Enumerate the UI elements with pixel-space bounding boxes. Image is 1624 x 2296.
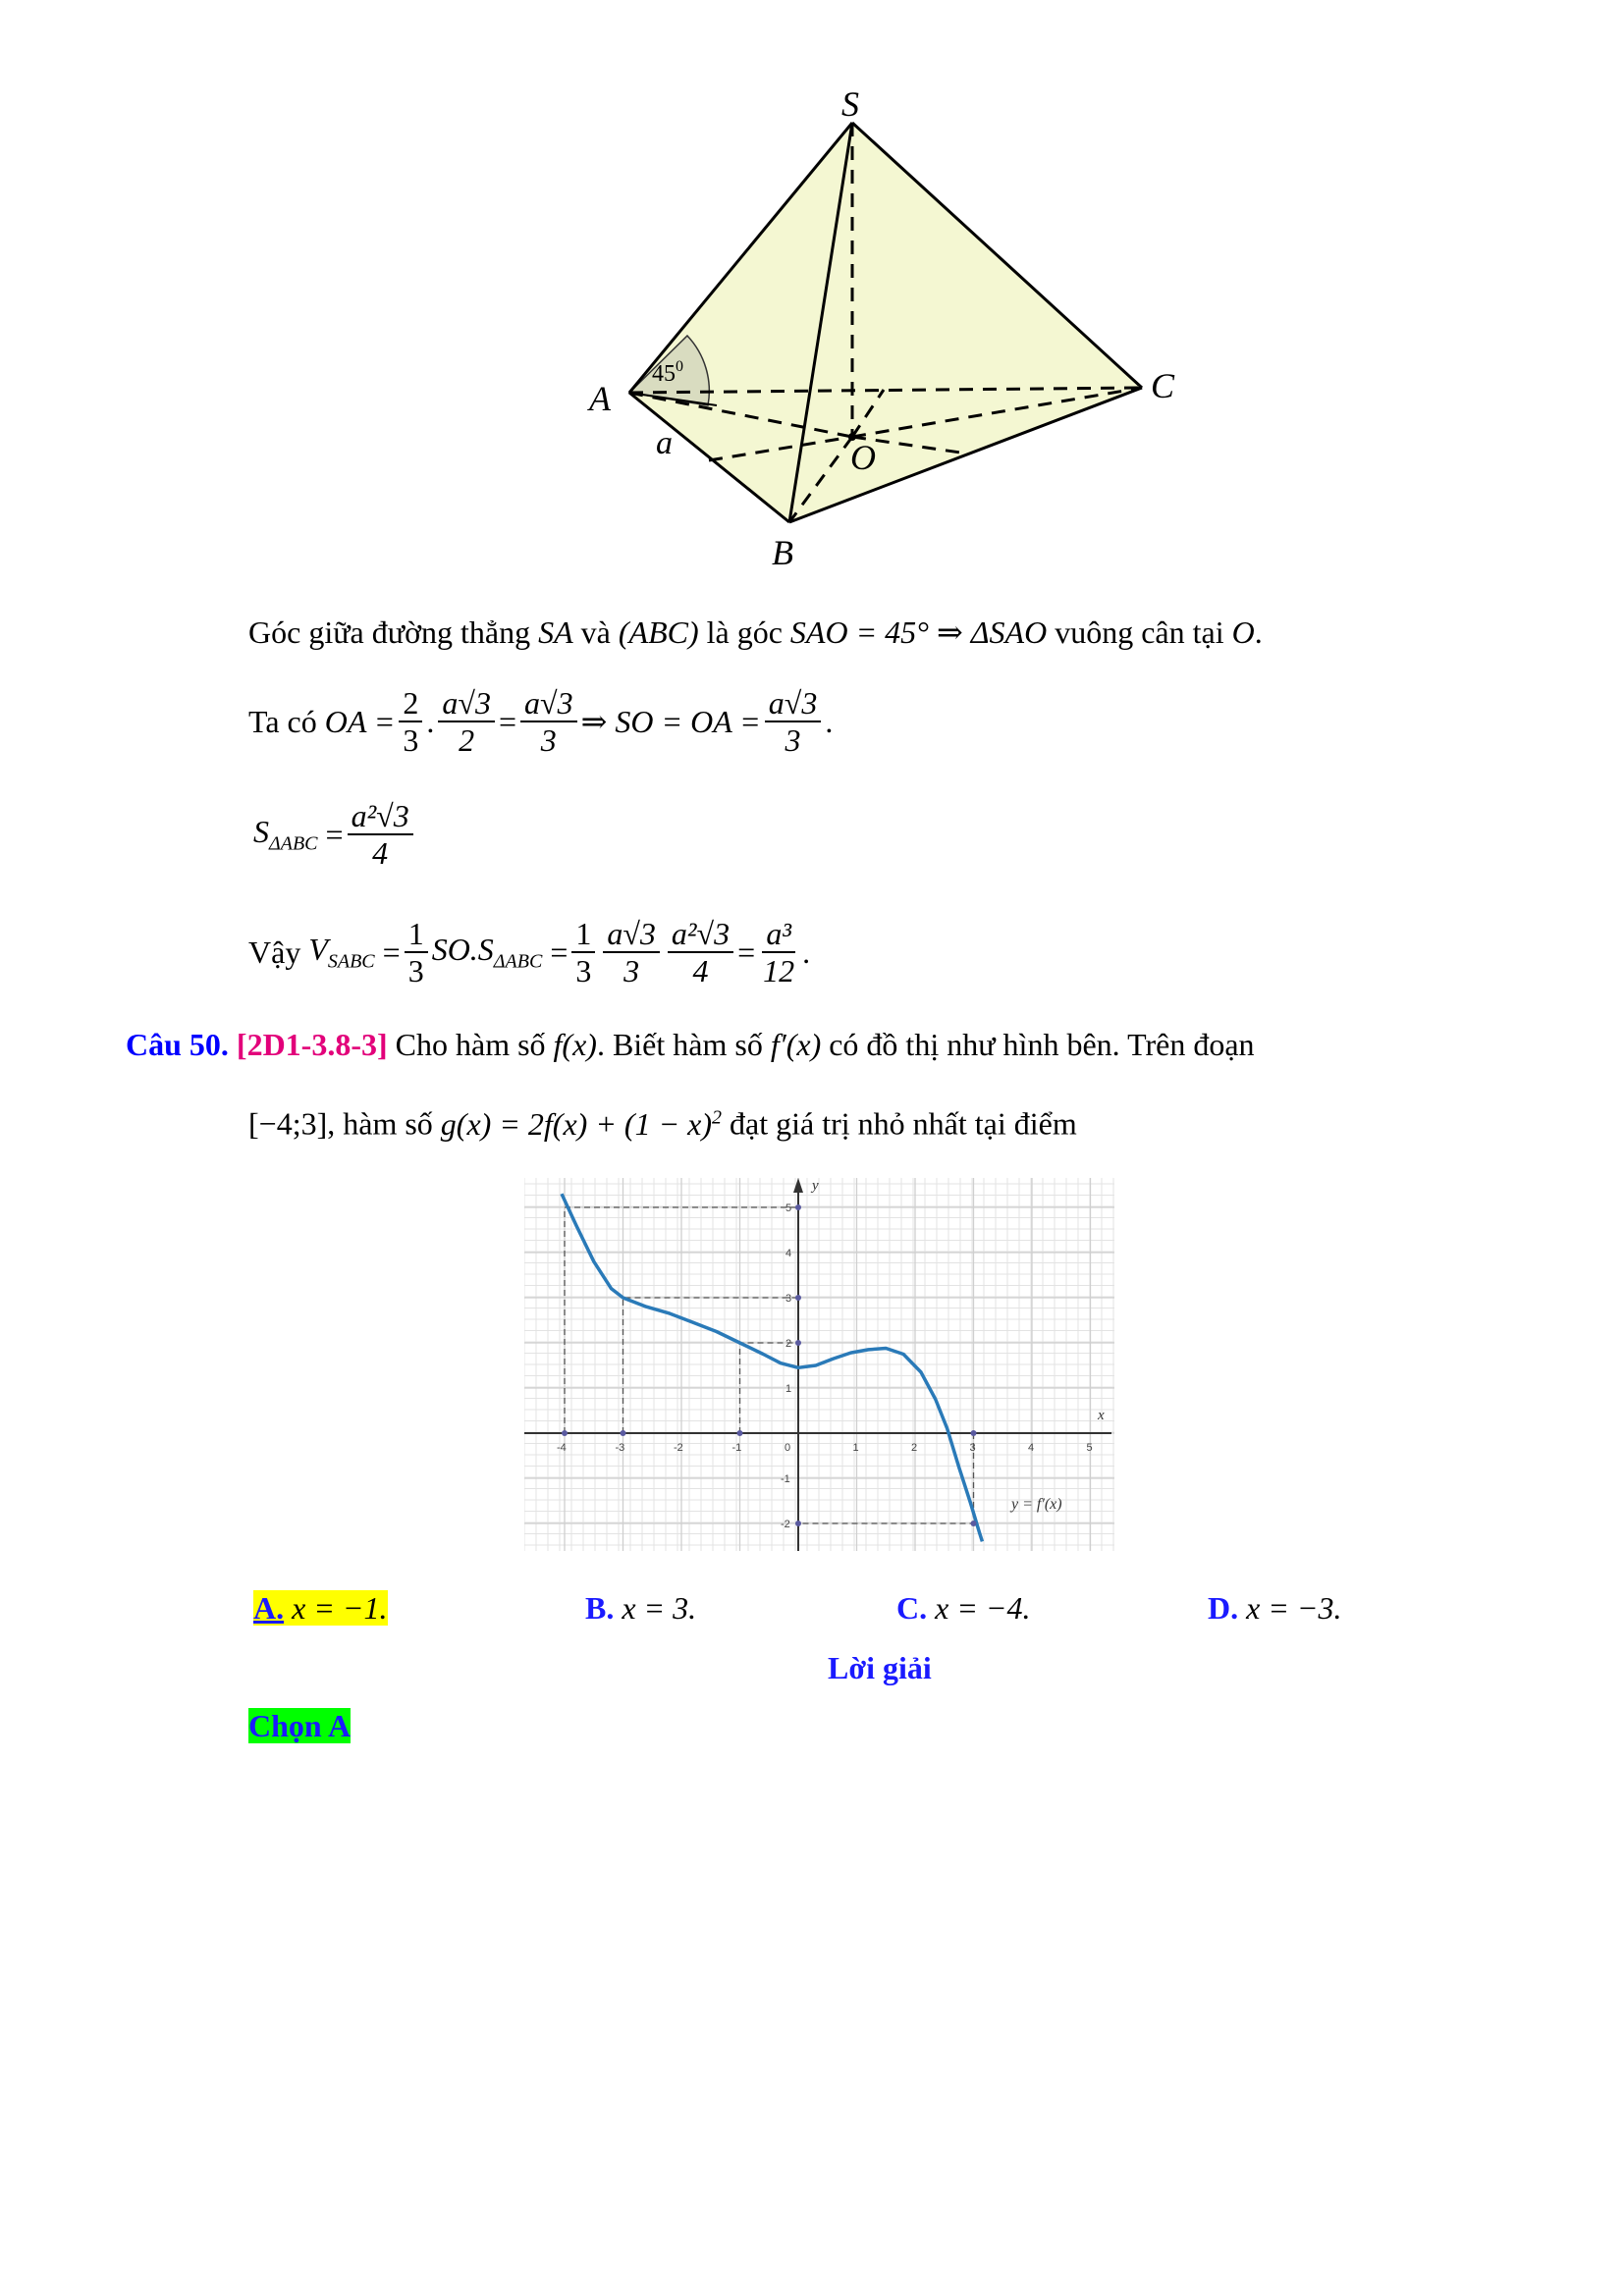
text: vuông cân tại <box>1047 614 1232 650</box>
math: SA <box>538 614 573 650</box>
text: . <box>426 704 435 739</box>
derivative-graph <box>524 1178 1125 1556</box>
pyramid-figure <box>569 79 1178 579</box>
graph-point <box>795 1204 801 1210</box>
text: . <box>825 704 834 739</box>
math: [−4;3] <box>248 1105 328 1142</box>
x-tick-label: -4 <box>557 1442 567 1454</box>
option-letter: C. <box>896 1590 928 1626</box>
math: SAO = 45° ⇒ ΔSAO <box>789 614 1048 650</box>
x-tick-label: -2 <box>674 1442 683 1454</box>
text: là góc <box>698 614 790 650</box>
option-value: x = −4. <box>935 1590 1031 1626</box>
solution-title: Lời giải <box>828 1650 932 1685</box>
answer <box>248 1710 351 1741</box>
text: đạt giá trị nhỏ nhất tại điểm <box>722 1105 1077 1142</box>
graph-point <box>737 1430 743 1436</box>
graph-point <box>795 1340 801 1346</box>
math: ⇒ SO = OA = <box>580 704 761 739</box>
question-code: [2D1-3.8-3] <box>236 1027 388 1062</box>
solution-line-3 <box>253 800 417 869</box>
text: = <box>498 704 516 739</box>
solution-line-4 <box>248 918 810 987</box>
question-line-2 <box>248 1107 1077 1140</box>
fraction: $\frac{a√3}{3}$ <box>765 687 822 756</box>
y-tick-label: -2 <box>781 1519 790 1530</box>
math: $V_{SABC}$ <box>308 931 375 973</box>
text: có đồ thị như hình bên. Trên đoạn <box>821 1027 1255 1062</box>
text: , hàm số <box>327 1105 441 1142</box>
label-C: C <box>1151 366 1175 405</box>
text: và <box>572 614 619 650</box>
x-axis-label: x <box>1098 1408 1105 1423</box>
x-tick-label: 5 <box>1086 1442 1093 1454</box>
option-letter: B. <box>585 1590 615 1626</box>
y-tick-label: -1 <box>781 1473 790 1485</box>
math: (ABC) <box>618 614 699 650</box>
option-b[interactable] <box>585 1592 696 1624</box>
text: . <box>802 934 811 970</box>
fraction: $\frac{a√3}{3}$ <box>520 687 577 756</box>
curve-label: y = f′(x) <box>1011 1496 1062 1513</box>
option-letter: A. <box>253 1590 285 1626</box>
graph-point <box>621 1430 626 1436</box>
x-tick-label: 3 <box>969 1442 976 1454</box>
option-value: x = −1. <box>292 1590 388 1626</box>
fraction: $\frac{\text{a³}}{12}$ <box>763 916 795 988</box>
text: = <box>550 934 568 970</box>
fraction: $\frac{\text{a²√3}}{4}$ <box>348 800 413 869</box>
fraction: $\frac{\text{a²√3}}{4}$ <box>668 918 733 987</box>
option-letter: D. <box>1208 1590 1239 1626</box>
fraction: $\frac{a√3}{2}$ <box>438 687 495 756</box>
text: Góc giữa đường thẳng <box>248 614 539 650</box>
text: = <box>737 934 756 970</box>
question-number: Câu 50. <box>126 1027 229 1062</box>
option-c[interactable] <box>896 1592 1031 1624</box>
fraction: $\frac{a√3}{3}$ <box>603 918 660 987</box>
graph-point <box>795 1295 801 1301</box>
label-A: A <box>589 379 611 418</box>
math: $SO.S_{\Delta ABC}$ <box>431 931 543 973</box>
text: Cho hàm số <box>387 1027 554 1062</box>
graph-point <box>562 1430 568 1436</box>
fraction: $\frac{2}{3}$ <box>399 687 422 756</box>
option-a[interactable] <box>253 1592 388 1624</box>
text: = <box>382 934 401 970</box>
answer-text: Chọn A <box>248 1708 352 1743</box>
math: f′(x) <box>770 1027 822 1062</box>
solution-line-2 <box>248 687 833 756</box>
solution-line-1 <box>248 616 1263 648</box>
y-tick-label: 4 <box>785 1248 792 1259</box>
label-B: B <box>772 533 793 572</box>
math: $S_{\Delta ABC}$ <box>253 813 318 855</box>
text: = <box>325 817 344 852</box>
x-tick-label: 0 <box>785 1442 791 1454</box>
fraction: $\frac{1}{3}$ <box>571 918 595 987</box>
x-tick-label: 4 <box>1028 1442 1035 1454</box>
fraction: $\frac{1}{3}$ <box>405 918 428 987</box>
math: O <box>1231 614 1255 650</box>
math: $g(x) = 2f(x) + (1 - x)^2$ <box>440 1105 723 1142</box>
graph-point <box>971 1430 977 1436</box>
y-tick-label: 2 <box>785 1338 792 1350</box>
label-a: a <box>656 425 673 461</box>
option-value: x = 3. <box>622 1590 697 1626</box>
option-value: x = −3. <box>1246 1590 1342 1626</box>
graph-point <box>971 1521 977 1526</box>
text: . Biết hàm số <box>596 1027 771 1062</box>
label-angle: $45^0$ <box>652 358 683 387</box>
y-tick-label: 5 <box>785 1202 792 1214</box>
y-axis-label: y <box>812 1178 819 1194</box>
x-tick-label: 2 <box>911 1442 918 1454</box>
text: Vậy <box>248 934 301 970</box>
math: f(x) <box>553 1027 597 1062</box>
label-S: S <box>841 84 859 124</box>
x-tick-label: -3 <box>615 1442 625 1454</box>
text: . <box>1254 614 1263 650</box>
x-tick-label: -1 <box>731 1442 742 1454</box>
x-tick-label: 1 <box>852 1442 859 1454</box>
graph-point <box>795 1521 801 1526</box>
text: Ta có <box>248 704 317 739</box>
question-line-1 <box>126 1029 1255 1060</box>
option-d[interactable] <box>1208 1592 1342 1624</box>
label-O: O <box>850 438 876 477</box>
math: OA = <box>324 704 396 739</box>
y-tick-label: 1 <box>785 1383 792 1395</box>
y-tick-label: 3 <box>785 1293 792 1305</box>
